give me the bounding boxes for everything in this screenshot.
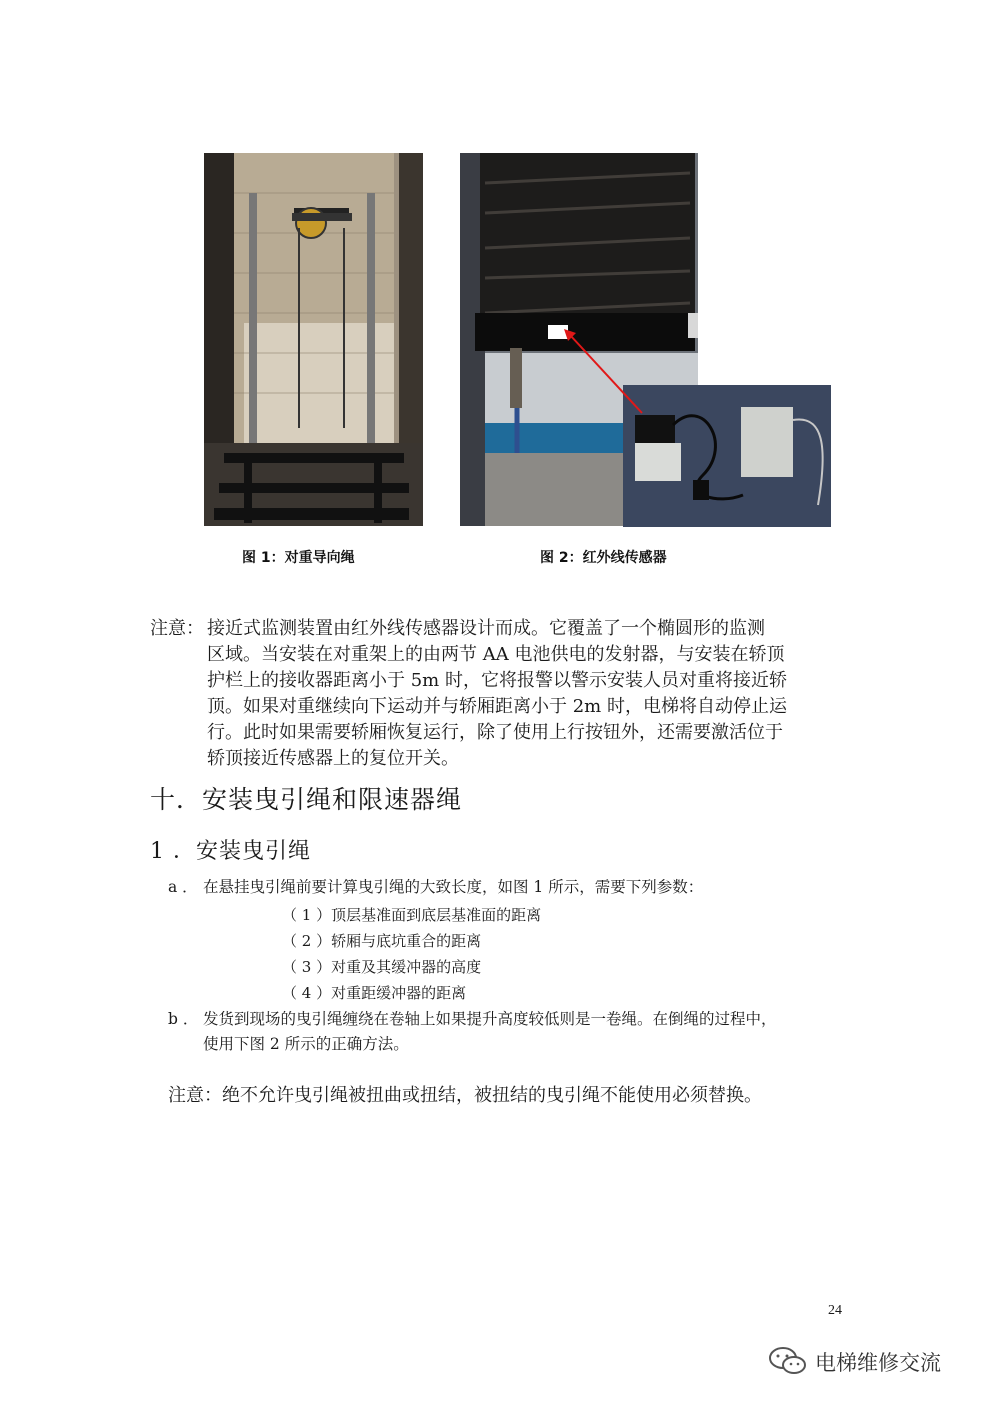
note-1-line: 行。此时如果需要轿厢恢复运行，除了使用上行按钮外，还需要激活位于 [207,722,783,743]
note-1-line: 接近式监测装置由红外线传感器设计而成。它覆盖了一个椭圆形的监测 [207,618,765,639]
subitem: （ 1 ）顶层基准面到底层基准面的距离 [282,906,542,924]
note-1-line: 区域。当安装在对重架上的由两节 AA 电池供电的发射器，与安装在轿顶 [207,644,785,665]
figure-2-caption: 图 2：红外线传感器 [540,550,667,566]
note-2: 注意：绝不允许曳引绳被扭曲或扭结，被扭结的曳引绳不能使用必须替换。 [168,1085,762,1106]
item-a-text: 在悬挂曳引绳前要计算曳引绳的大致长度，如图 1 所示，需要下列参数： [203,878,704,896]
item-b-marker: b ． [168,1010,199,1028]
note-1-line: 护栏上的接收器距离小于 5m 时，它将报警以警示安装人员对重将接近轿 [207,670,787,691]
item-b-line: 发货到现场的曳引绳缠绕在卷轴上如果提升高度较低则是一卷绳。在倒绳的过程中， [203,1010,777,1028]
figure-2-inset-photo [623,385,831,527]
item-a-marker: a ． [168,878,198,896]
figure-1-photo [204,153,423,526]
page-number: 24 [828,1303,842,1318]
figure-1-caption: 图 1：对重导向绳 [242,550,355,566]
red-arrow-icon [560,325,650,420]
note-1-prefix: 注意： [150,618,204,639]
note-1-line: 轿顶接近传感器上的复位开关。 [207,748,459,769]
subitem: （ 3 ）对重及其缓冲器的高度 [282,958,482,976]
subsection-title: 1 ．安装曳引绳 [150,839,311,864]
wechat-icon [768,1345,808,1377]
subitem: （ 4 ）对重距缓冲器的距离 [282,984,467,1002]
section-title: 十．安装曳引绳和限速器绳 [150,785,463,814]
watermark-text: 电梯维修交流 [815,1351,941,1375]
subitem: （ 2 ）轿厢与底坑重合的距离 [282,932,482,950]
note-1-line: 顶。如果对重继续向下运动并与轿厢距离小于 2m 时，电梯将自动停止运 [207,696,787,717]
item-b-line: 使用下图 2 所示的正确方法。 [203,1035,409,1053]
